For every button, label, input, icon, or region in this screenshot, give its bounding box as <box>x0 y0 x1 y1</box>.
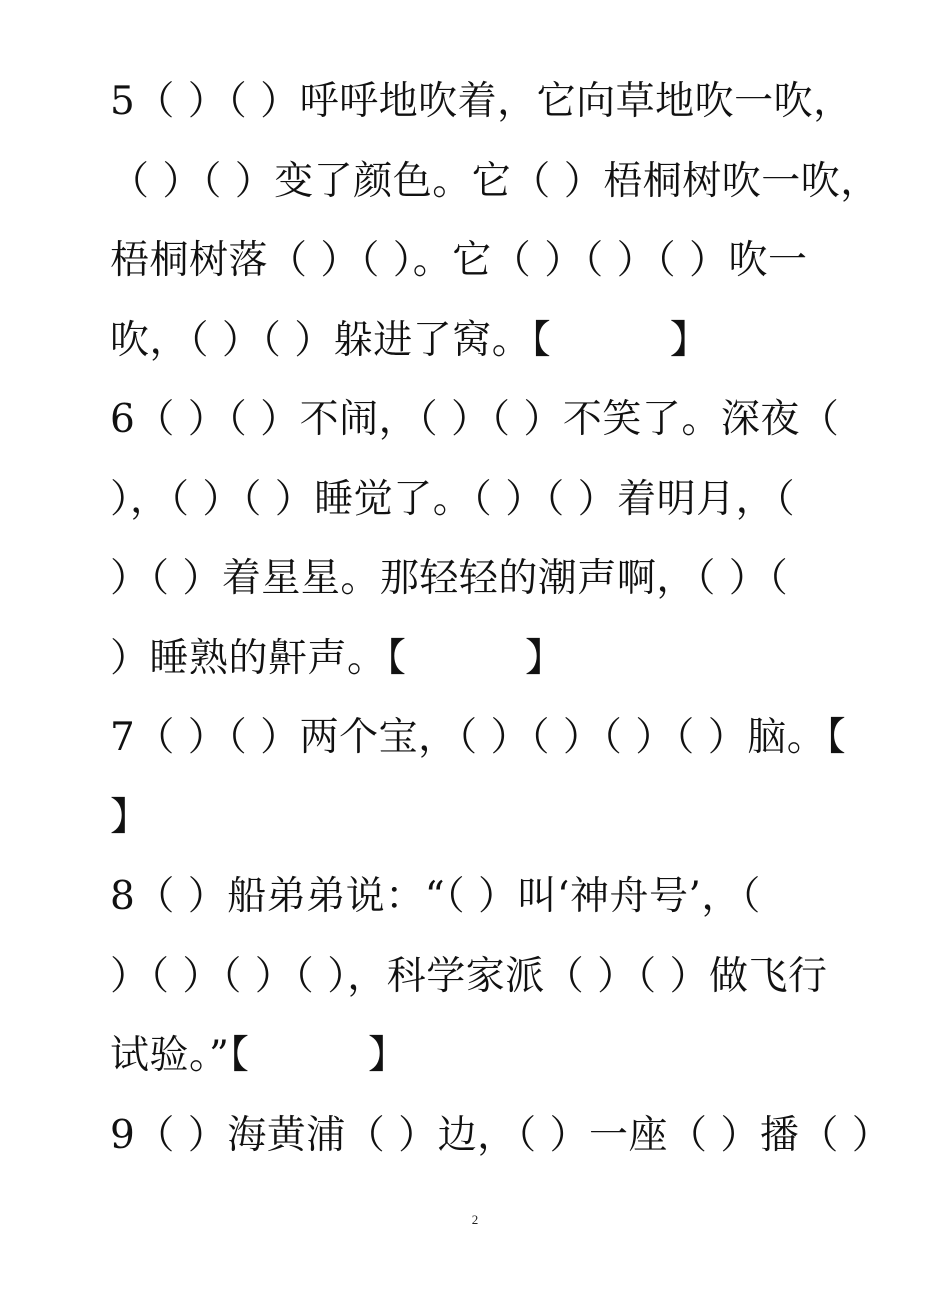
exercise-text <box>110 62 892 1175</box>
text-line-11: 8（ ）船弟弟说：“（ ）叫‘神舟号’，（ <box>110 874 761 919</box>
text-line-10: 】 <box>110 794 150 840</box>
text-line-9: 7（ ）（ ）两个宝，（ ）（ ）（ ）（ ）脑。【 <box>110 715 847 760</box>
text-line-2: （ ）（ ）变了颜色。它（ ）梧桐树吹一吹， <box>110 158 880 204</box>
text-line-3: 梧桐树落（ ）（ ）。它（ ）（ ）（ ）吹一 <box>110 238 808 283</box>
text-line-13: 试验。”【 】 <box>110 1033 408 1078</box>
text-line-6: ），（ ）（ ）睡觉了。（ ）（ ）着明月，（ <box>110 476 796 522</box>
text-line-1: 5（ ）（ ）呼呼地吹着，它向草地吹一吹， <box>110 79 853 124</box>
page-number: 2 <box>471 1212 479 1227</box>
text-line-7: ）（ ）着星星。那轻轻的潮声啊，（ ）（ <box>110 556 789 601</box>
text-line-4: 吹，（ ）（ ）躲进了窝。【 】 <box>110 317 710 363</box>
text-line-12: ）（ ）（ ）（ ），科学家派（ ）（ ）做飞行 <box>110 953 828 999</box>
text-line-8: ）睡熟的鼾声。【 】 <box>110 635 565 681</box>
text-line-14: 9（ ）海黄浦（ ）边，（ ）一座（ ）播（ ） <box>110 1112 892 1158</box>
text-line-5: 6（ ）（ ）不闹，（ ）（ ）不笑了。深夜（ <box>110 397 840 442</box>
